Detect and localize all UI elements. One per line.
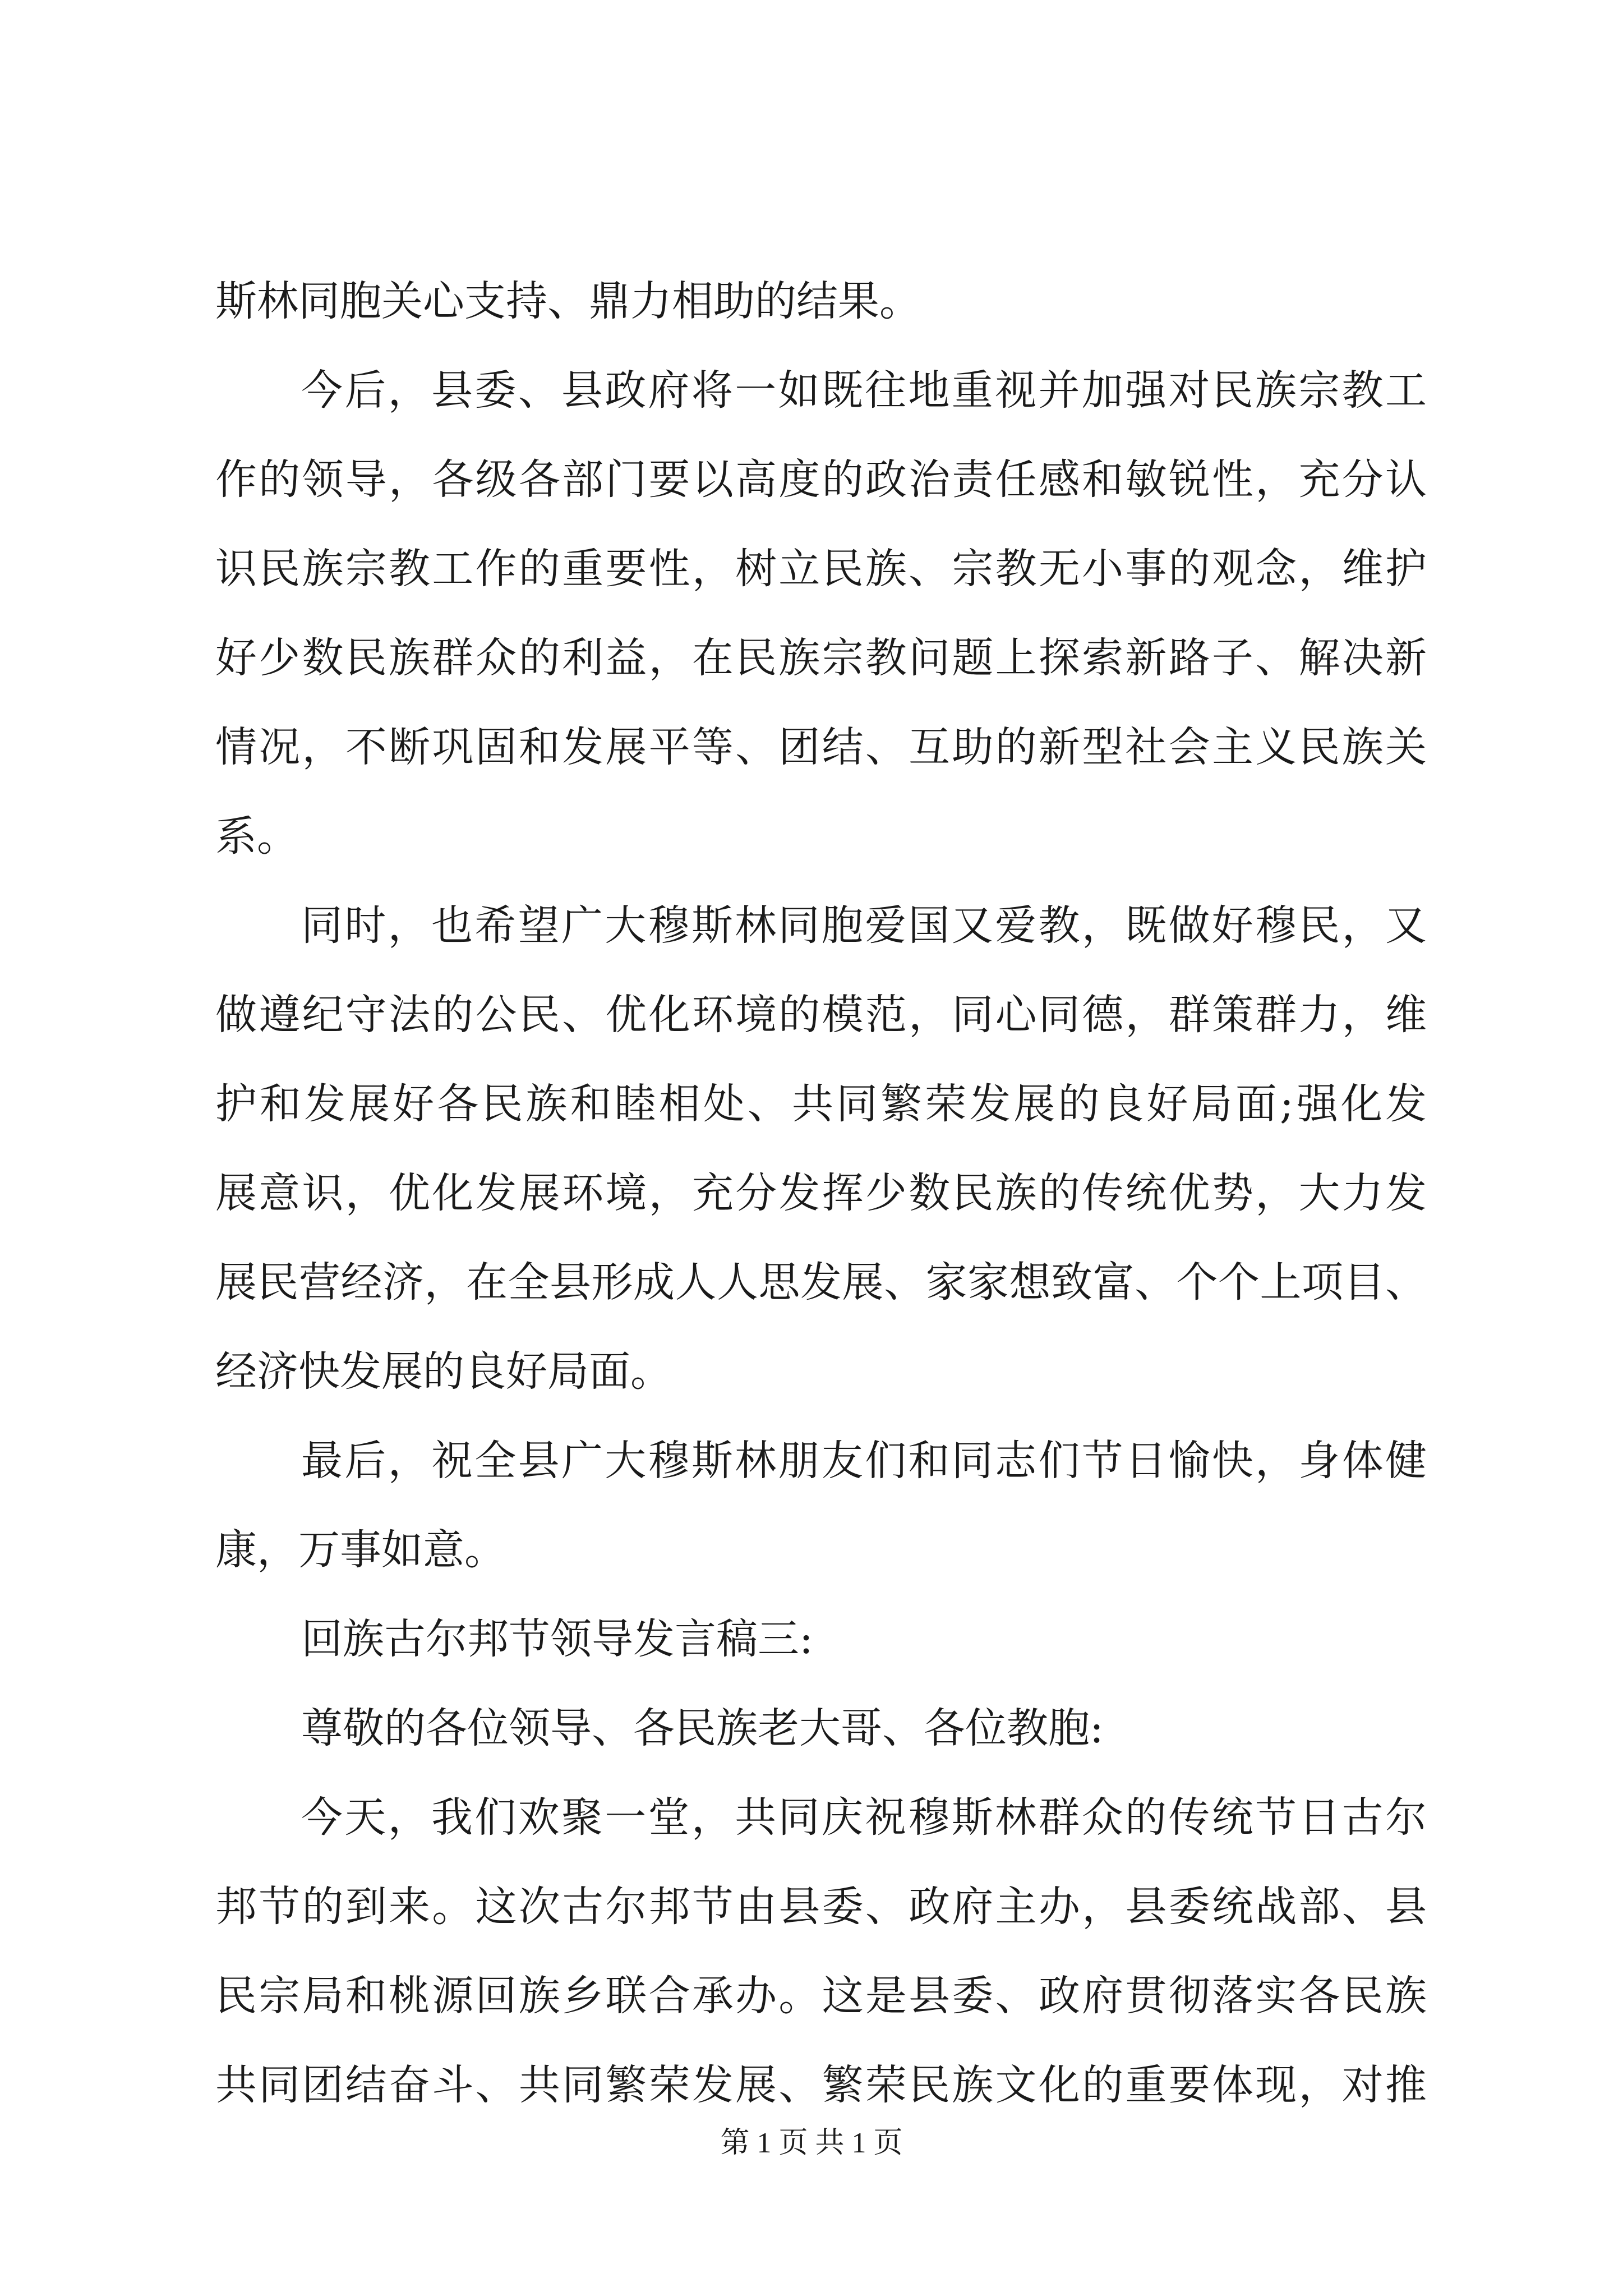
- text-line: 展民营经济，在全县形成人人思发展、家家想致富、个个上项目、: [215, 1258, 1427, 1306]
- text-line: 经济快发展的良好局面。: [215, 1347, 672, 1396]
- text-line: 斯林同胞关心支持、鼎力相助的结果。: [215, 277, 921, 325]
- text-line: 系。: [215, 812, 298, 861]
- text-line: 识民族宗教工作的重要性，树立民族、宗教无小事的观念，维护: [215, 545, 1427, 593]
- salutation: 尊敬的各位领导、各民族老大哥、各位教胞:: [301, 1704, 1104, 1752]
- text-line: 共同团结奋斗、共同繁荣发展、繁荣民族文化的重要体现，对推: [215, 2061, 1427, 2109]
- text-line: 情况，不断巩固和发展平等、团结、互助的新型社会主义民族关: [215, 723, 1427, 771]
- text-line: 展意识，优化发展环境，充分发挥少数民族的传统优势，大力发: [215, 1169, 1427, 1217]
- section-heading: 回族古尔邦节领导发言稿三:: [301, 1615, 813, 1663]
- text-line: 民宗局和桃源回族乡联合承办。这是县委、政府贯彻落实各民族: [215, 1972, 1427, 2020]
- text-line: 做遵纪守法的公民、优化环境的模范，同心同德，群策群力，维: [215, 991, 1427, 1039]
- text-line: 康，万事如意。: [215, 1526, 506, 1574]
- text-line: 邦节的到来。这次古尔邦节由县委、政府主办，县委统战部、县: [215, 1883, 1427, 1931]
- text-line: 最后，祝全县广大穆斯林朋友们和同志们节日愉快，身体健: [301, 1437, 1427, 1485]
- text-line: 护和发展好各民族和睦相处、共同繁荣发展的良好局面;强化发: [215, 1080, 1427, 1128]
- page-footer: 第 1 页 共 1 页: [720, 2127, 903, 2159]
- text-line: 今后，县委、县政府将一如既往地重视并加强对民族宗教工: [301, 366, 1427, 415]
- text-line: 作的领导，各级各部门要以高度的政治责任感和敏锐性，充分认: [215, 455, 1427, 504]
- text-line: 好少数民族群众的利益，在民族宗教问题上探索新路子、解决新: [215, 634, 1427, 682]
- text-line: 同时，也希望广大穆斯林同胞爱国又爱教，既做好穆民，又: [301, 901, 1427, 950]
- text-line: 今天，我们欢聚一堂，共同庆祝穆斯林群众的传统节日古尔: [301, 1793, 1427, 1842]
